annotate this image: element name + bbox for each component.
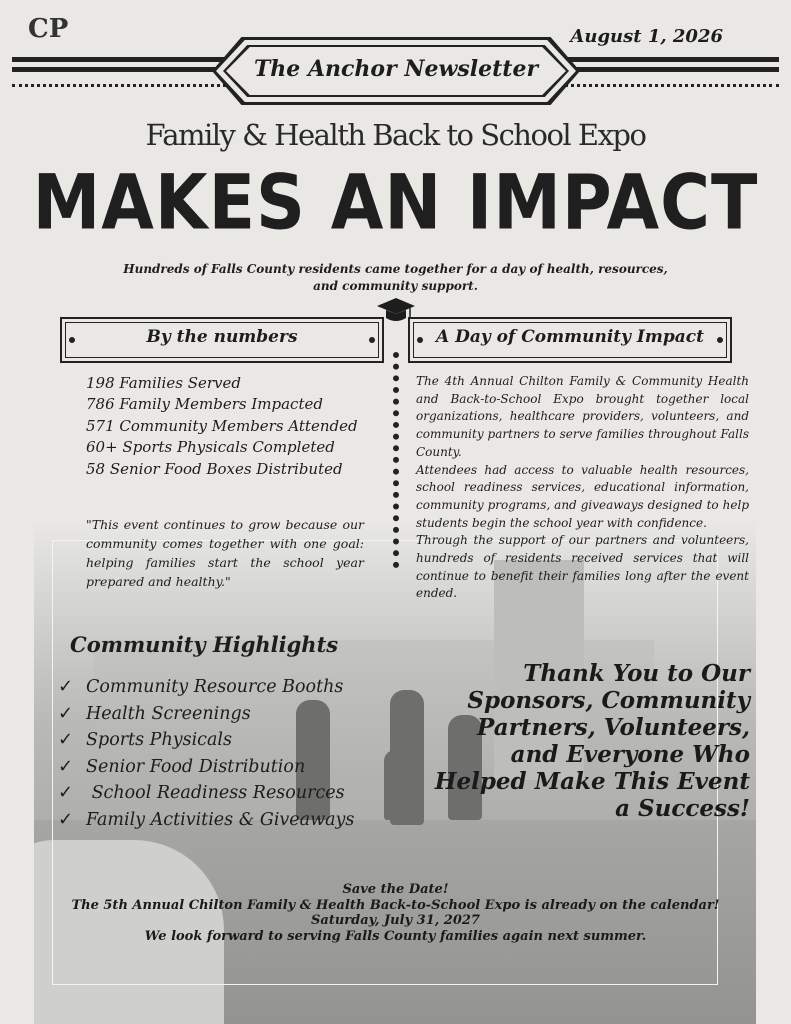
save-date-announcement: The 5th Annual Chilton Family & Health Back-to-School Expo is already on the calendar! [71,897,720,913]
highlight-label: Family Activities & Giveaways [86,809,355,830]
tagline: Hundreds of Falls County residents came together for a day of health, resources, and community support. [123,262,668,293]
save-date-date: Saturday, July 31, 2027 [311,913,480,928]
issue-date: August 1, 2026 [570,26,723,47]
event-quote: "This event continues to grow because our community comes together with one goal: helping families start the school year prepared and healthy." [86,517,364,589]
highlight-item [58,727,354,754]
numbers-title: By the numbers [146,327,298,347]
highlight-item [58,807,354,834]
checkmark-icon: ✓ [58,676,74,697]
save-date-closing: We look forward to serving Falls County families again next summer. [144,928,647,944]
thank-you-message: Thank You to Our Sponsors, Community Partners, Volunteers, and Everyone Who Helped Make This Event a Success! [434,660,750,822]
checkmark-icon: ✓ [58,755,74,777]
highlight-item [58,674,354,701]
highlight-item [58,754,354,781]
highlight-label: School Readiness Resources [86,783,345,803]
checkmark-icon: ✓ [58,702,74,724]
newsletter-name: The Anchor Newsletter [253,56,539,82]
article-title: A Day of Community Impact [436,327,704,347]
highlight-label: Sports Physicals [86,730,232,750]
stat-item: 571 Community Members Attended [86,416,358,435]
school-logo [28,14,68,54]
highlight-item [58,701,354,728]
article-paragraph: Attendees had access to valuable health resources, school readiness services, educational information, community programs, and giveaways designed to help students begin the school year with confidence. [416,462,749,530]
stat-item: 60+ Sports Physicals Completed [86,438,335,457]
checkmark-icon: ✓ [58,808,74,830]
stats-list [86,373,358,480]
headline: MAKES AN IMPACT [32,159,759,248]
column-divider [393,352,399,568]
stat-item: 58 Senior Food Boxes Distributed [86,459,343,478]
stat-item: 786 Family Members Impacted [86,395,323,414]
logo-text: CP [28,14,69,44]
highlight-label: Community Resource Booths [86,677,344,697]
save-the-date [40,882,751,944]
checkmark-icon: ✓ [58,782,74,803]
highlight-item [58,780,354,807]
event-subtitle: Family & Health Back to School Expo [145,118,646,152]
article-body [416,373,749,603]
highlights-title: Community Highlights [70,632,339,657]
save-date-heading: Save the Date! [342,882,449,897]
stat-item: 198 Families Served [86,374,241,392]
highlight-label: Senior Food Distribution [86,756,306,777]
highlights-list [58,674,354,833]
highlight-label: Health Screenings [86,703,251,724]
article-paragraph: The 4th Annual Chilton Family & Community Health and Back-to-School Expo brought together local organizations, healthcare providers, volunteers, and community partners to serve families throughout Falls County. [416,374,749,459]
article-paragraph: Through the support of our partners and volunteers, hundreds of residents received services that will continue to benefit their families long after the event ended. [416,533,749,601]
checkmark-icon: ✓ [58,729,74,750]
